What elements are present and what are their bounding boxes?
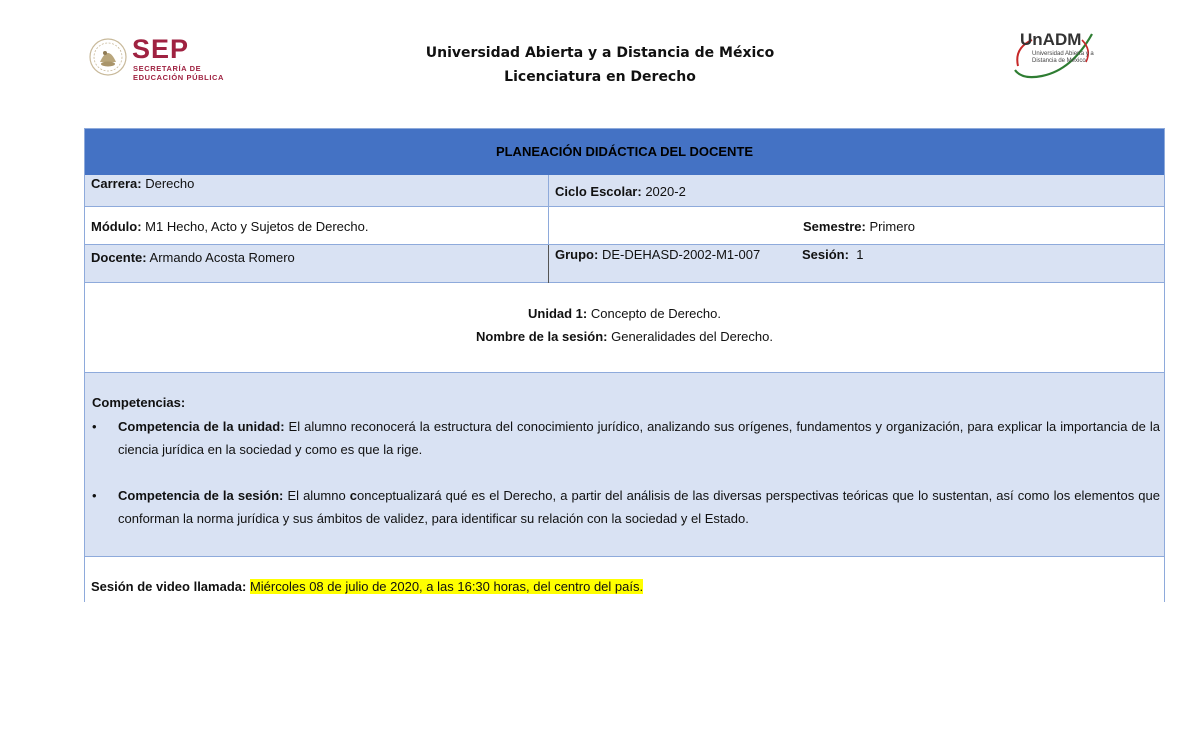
column-divider xyxy=(548,245,549,283)
modulo-value: M1 Hecho, Acto y Sujetos de Derecho. xyxy=(145,219,369,234)
session-name-label: Nombre de la sesión: xyxy=(476,329,608,344)
university-title: Universidad Abierta y a Distancia de México xyxy=(425,45,775,61)
competencias-heading: Competencias: xyxy=(92,395,186,410)
semestre-label: Semestre: xyxy=(803,219,866,234)
sep-subtitle-line2: EDUCACIÓN PÚBLICA xyxy=(133,73,225,82)
program-title: Licenciatura en Derecho xyxy=(504,69,696,85)
sep-subtitle-line1: SECRETARÍA DE xyxy=(133,64,202,73)
docente-row xyxy=(85,245,1164,283)
carrera-value: Derecho xyxy=(145,176,195,191)
competencia-unidad-label: Competencia de la unidad: xyxy=(118,419,285,434)
ciclo-label: Ciclo Escolar: xyxy=(555,184,642,199)
table-title-row xyxy=(85,129,1164,175)
column-divider xyxy=(548,175,549,207)
competencia-sesion-item xyxy=(92,484,1160,530)
competencia-unidad-text: El alumno reconocerá la estructura del conocimiento jurídico, analizando sus orígenes, fundamentos y organización, para explicar la importancia de la ciencia jurídica en la sociedad y como es que la rige. xyxy=(118,419,1160,457)
bullet-icon: • xyxy=(92,488,97,503)
planning-table xyxy=(84,128,1165,602)
video-call-row xyxy=(85,557,1164,602)
session-name-line xyxy=(85,329,1164,344)
competencias-row xyxy=(85,373,1164,557)
sesion-value: 1 xyxy=(856,247,864,262)
column-divider xyxy=(548,207,549,245)
competencia-sesion-text-c: onceptualizará qué es el Derecho, a partir del análisis de las diversas perspectivas teóricas que lo sustentan, así como los elementos que conforman la norma jurídica y sus ámbitos de validez, para identificar su relación con la sociedad y el Estado. xyxy=(118,488,1160,526)
modulo-row xyxy=(85,207,1164,245)
unidad-value: Concepto de Derecho. xyxy=(590,306,721,321)
semestre-cell xyxy=(803,219,915,234)
competencia-sesion-text-b: c xyxy=(349,488,358,503)
video-call-cell xyxy=(91,579,643,594)
unidad-row xyxy=(85,283,1164,373)
unadm-subtitle-line2: Distancia de México xyxy=(1032,58,1086,64)
grupo-cell xyxy=(555,247,760,262)
sesion-cell xyxy=(802,247,863,262)
bullet-icon: • xyxy=(92,419,97,434)
unadm-wordmark: UnADM xyxy=(1020,30,1082,49)
grupo-value: DE-DEHASD-2002-M1-007 xyxy=(601,247,761,262)
competencia-unidad-item xyxy=(92,415,1160,461)
table-title: PLANEACIÓN DIDÁCTICA DEL DOCENTE xyxy=(495,144,754,159)
docente-cell xyxy=(91,250,295,265)
video-call-value: Miércoles 08 de julio de 2020, a las 16:30 horas, del centro del país. xyxy=(249,579,644,594)
competencia-sesion-text-a: El alumno xyxy=(287,488,350,503)
grupo-label: Grupo: xyxy=(555,247,599,262)
session-name-value: Generalidades del Derecho. xyxy=(611,329,773,344)
sesion-label: Sesión: xyxy=(802,247,849,262)
video-call-label: Sesión de video llamada: xyxy=(91,579,247,594)
carrera-label: Carrera: xyxy=(91,176,142,191)
docente-label: Docente: xyxy=(91,250,147,265)
competencia-sesion-label: Competencia de la sesión: xyxy=(118,488,284,503)
unadm-subtitle-line1: Universidad Abierta y a xyxy=(1032,51,1094,57)
carrera-cell xyxy=(91,176,194,191)
unidad-label: Unidad 1: xyxy=(528,306,588,321)
semestre-value: Primero xyxy=(869,219,916,234)
ciclo-value: 2020-2 xyxy=(645,184,686,199)
sep-wordmark: SEP xyxy=(132,34,190,64)
modulo-cell xyxy=(91,219,368,234)
carrera-row xyxy=(85,175,1164,207)
unidad-line xyxy=(85,306,1164,321)
modulo-label: Módulo: xyxy=(91,219,142,234)
unadm-logo xyxy=(1012,26,1094,82)
ciclo-cell xyxy=(555,184,686,199)
docente-value: Armando Acosta Romero xyxy=(149,250,295,265)
